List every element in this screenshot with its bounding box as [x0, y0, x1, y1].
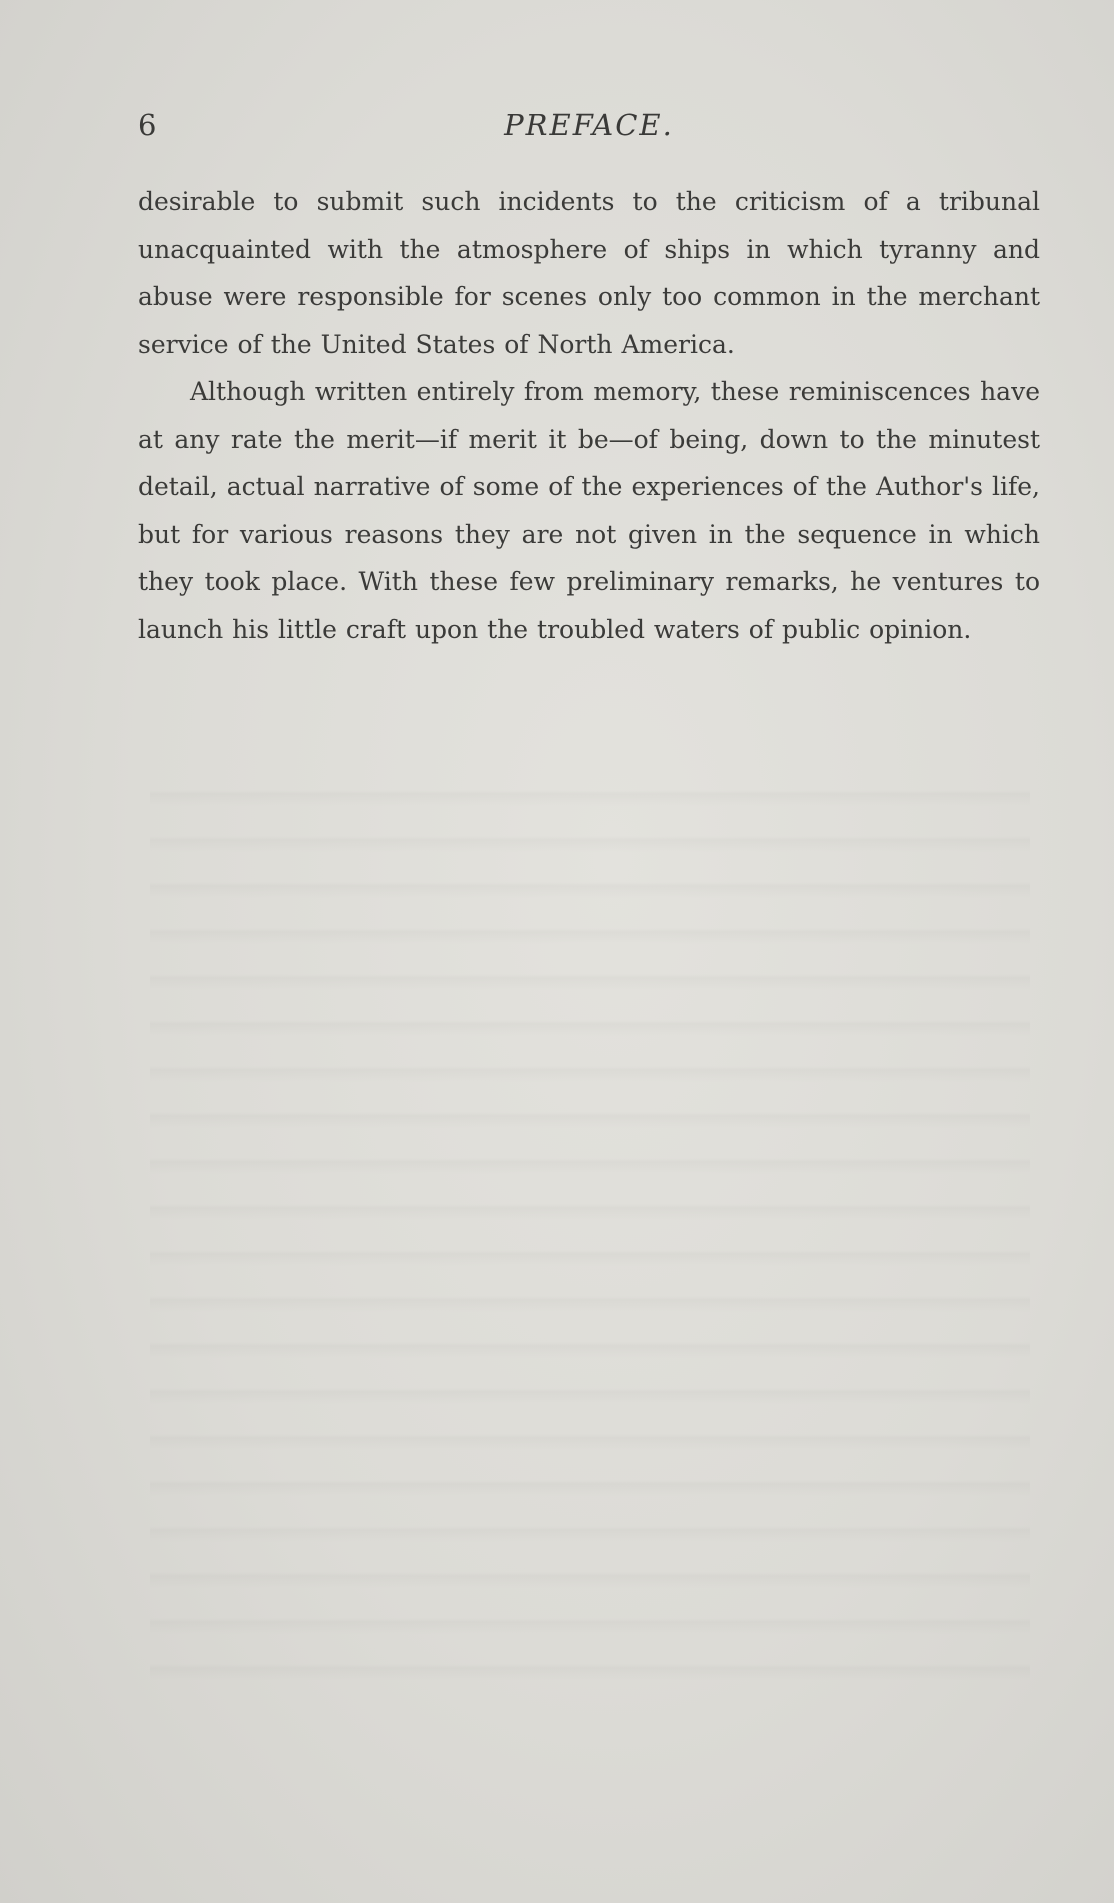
body-text — [138, 178, 1040, 653]
paragraph-continued: desirable to submit such incidents to the criticism of a tribunal unacquainted with the atmosphere of ships in which tyranny and abuse were responsible for scenes only too common in the merchant service of the United States of North America. — [138, 187, 1040, 359]
page-number: 6 — [138, 108, 157, 142]
page-title: PREFACE. — [504, 108, 674, 142]
running-head — [138, 108, 1040, 156]
reverse-side-bleed-through — [150, 760, 1030, 1680]
paragraph: Although written entirely from memory, these reminiscences have at any rate the merit—if merit it be—of being, down to the minutest detail, actual narrative of some of the experiences of the Author's life, but for various reasons they are not given in the sequence in which they took place. With these few preliminary remarks, he ventures to launch his little craft upon the troubled waters of public opinion. — [138, 377, 1040, 644]
